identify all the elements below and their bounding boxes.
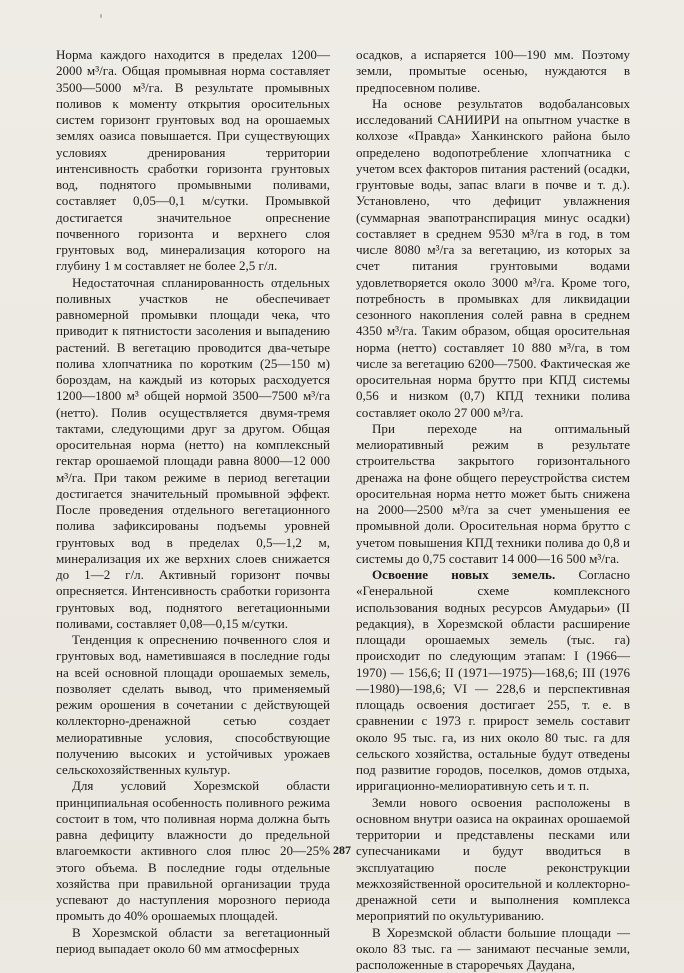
paragraph: При переходе на оптимальный мелиоративный режим в результате строительства закрытого горизонтального дренажа на фоне общего переустройства систем оросительная норма нетто может быть снижена на 2000—2500 м³/га за счет уменьшения ее промывной доли. Оросительная норма брутто с учетом повышения КПД техники полива до 0,8 и системы до 0,75 составит 14 000—16 500 м³/га. (356, 421, 630, 567)
paper-speck (100, 14, 102, 18)
paragraph: Норма каждого находится в пределах 1200—2000 м³/га. Общая промывная норма составляет 3500—5000 м³/га. В результате промывных поливов к моменту открытия оросительных систем горизонт грунтовых вод на орошаемых землях оазиса повышается. При существующих условиях дренирования территории интенсивность сработки горизонта грунтовых вод, поднятого промывными поливами, составляет 0,05—0,1 м/сутки. Промывкой достигается значительное опреснение почвенного горизонта и верхнего слоя грунтовых вод, минерализация которого на глубину 1 м составляет не более 2,5 г/л. (56, 47, 330, 275)
paragraph: В Хорезмской области за вегетационный период выпадает около 60 мм атмосферных (56, 925, 330, 958)
paragraph: Для условий Хорезмской области принципиальная особенность поливного режима состоит в том, что поливная норма должна быть равна дефициту влажности до предельной влагоемкости активного слоя плюс 20—25% этого объема. В последние годы отдельные хозяйства при правильной организации труда успевают до наступления морозного периода промыть до 40% орошаемых площадей. (56, 778, 330, 924)
paragraph: В Хорезмской области большие площади — около 83 тыс. га — занимают песчаные земли, расположенные в староречьях Даудана, (356, 925, 630, 973)
right-column (356, 47, 630, 973)
section-text: Согласно «Генеральной схеме комплексного использования водных ресурсов Амударьи» (II редакция), в Хорезмской области расширение площади орошаемых земель (тыс. га) происходит по следующим этапам: I (1966—1970) — 156,6; II (1971—1975)—168,6; III (1976—1980)—198,6; VI — 228,6 и перспективная площадь освоения достигает 255, т. е. в сравнении с 1973 г. прирост земель составит около 95 тыс. га, из них около 80 тыс. га для сельского хозяйства, остальные будут отведены под развитие городов, поселков, домов отдыха, ирригационно-мелиоративную сеть и т. п. (356, 567, 630, 793)
section-heading: Освоение новых земель. (372, 567, 555, 582)
paragraph: На основе результатов водобалансовых исследований САНИИРИ на опытном участке в колхозе «Правда» Ханкинского района было определено водопотребление хлопчатника с учетом всех факторов питания растений (осадки, грунтовые воды, запас влаги в почве и т. д.). Установлено, что дефицит увлажнения (суммарная эвапотранспирация минус осадки) составляет в среднем 9530 м³/га в год, в том числе 8080 м³/га за вегетацию, из которых за счет питания грунтовыми водами удовлетворяется около 3000 м³/га. Кроме того, потребность в промывках для ликвидации сезонного накопления солей равна в среднем 4350 м³/га. Таким образом, общая оросительная норма (нетто) составляет 10 880 м³/га, в том числе за вегетацию 6200—7500. Фактическая же оросительная норма брутто при КПД системы 0,56 и низком (0,7) КПД техники полива составляет около 27 000 м³/га. (356, 96, 630, 421)
paragraph: Тенденция к опреснению почвенного слоя и грунтовых вод, наметившаяся в последние годы на всей основной площади орошаемых земель, позволяет сделать вывод, что применяемый режим орошения в сочетании с действующей коллекторно-дренажной сетью создает мелиоративные условия, способствующие получению высоких и устойчивых урожаев сельскохозяйственных культур. (56, 632, 330, 778)
paragraph: Земли нового освоения расположены в основном внутри оазиса на окраинах орошаемой территории и представлены песками или супесчаниками и будут вводиться в эксплуатацию после реконструкции межхозяйственной оросительной и коллекторно-дренажной сети и выполнения комплекса мероприятий по окультуриванию. (356, 795, 630, 925)
paragraph: Недостаточная спланированность отдельных поливных участков не обеспечивает равномерной промывки площади чека, что приводит к пятнистости засоления и выпадению растений. В вегетацию проводится два-четыре полива хлопчатника по коротким (25—150 м) бороздам, на каждый из которых расходуется 1200—1800 м³ общей нормой 3500—7500 м³/га (нетто). Полив осуществляется двумя-тремя тактами, следующими друг за другом. Общая оросительная норма (нетто) на комплексный гектар орошаемой площади равна 8000—12 000 м³/га. При таком режиме в период вегетации достигается значительный промывной эффект. После проведения отдельного вегетационного полива зафиксированы подъемы уровней грунтовых вод в пределах 0,5—1,2 м, минерализация их же верхних слоев снижается до 1—2 г/л. Активный горизонт почвы опресняется. Интенсивность сработки горизонта грунтовых вод, поднятого вегетационными поливами, составляет 0,08—0,15 м/сутки. (56, 275, 330, 633)
left-column (56, 47, 330, 957)
paragraph: осадков, а испаряется 100—190 мм. Поэтому земли, промытые осенью, нуждаются в предпосевном поливе. (356, 47, 630, 96)
page-number: 287 (0, 843, 684, 858)
section-paragraph (356, 567, 630, 795)
